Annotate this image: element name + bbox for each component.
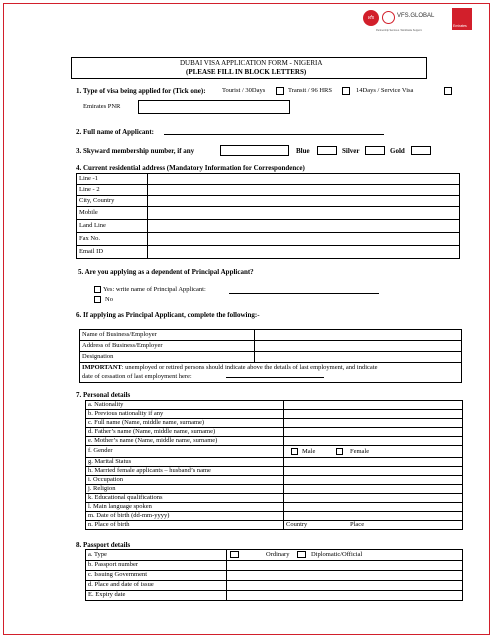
applicant-full-name-field[interactable] [284, 419, 463, 428]
address-line1-field[interactable] [148, 174, 460, 185]
address-line2-field[interactable] [148, 185, 460, 196]
religion-label: j. Religion [86, 485, 284, 494]
birth-place-sublabel: Place [350, 521, 365, 528]
passport-type-label: a. Type [86, 550, 227, 561]
vfs-global-logo-text: VFS.GLOBAL [397, 13, 435, 19]
birth-place-label: n. Place of birth [86, 521, 284, 530]
gender-label: f. Gender [86, 446, 284, 458]
dependent-no-checkbox[interactable] [94, 296, 101, 303]
language-label: l. Main language spoken [86, 503, 284, 512]
passport-table [85, 549, 463, 601]
city-country-field[interactable] [148, 196, 460, 207]
nationality-label: a. Nationality [86, 401, 284, 410]
logo-tagline: Partnership Services. Worldwide Support. [376, 29, 423, 32]
visa-option-transit-checkbox[interactable] [342, 87, 350, 95]
occupation-field[interactable] [284, 476, 463, 485]
religion-field[interactable] [284, 485, 463, 494]
passport-diplomatic-label: Diplomatic/Official [311, 551, 363, 558]
address-table [76, 173, 460, 259]
applicant-full-name-label: c. Full name (Name, middle name, surname) [86, 419, 284, 428]
gender-male-checkbox[interactable] [291, 448, 298, 455]
gender-female-label: Female [350, 448, 370, 455]
previous-nationality-label: b. Previous nationality if any [86, 410, 284, 419]
passport-type-field [227, 550, 463, 561]
passport-ordinary-checkbox[interactable] [230, 551, 239, 558]
visa-option-14days-label: 14Days / Service Visa [356, 87, 414, 94]
visa-option-tourist-label: Tourist / 30Days [222, 87, 266, 94]
city-country-label: City, Country [77, 196, 148, 207]
dependent-no-label: No [105, 296, 113, 303]
tier-silver-label: Silver [342, 147, 360, 155]
q8-label: 8. Passport details [76, 541, 131, 549]
father-name-label: d. Father’s name (Name, middle name, surname) [86, 428, 284, 437]
employer-address-label: Address of Business/Employer [80, 341, 255, 352]
employer-name-field[interactable] [255, 330, 462, 341]
passport-ordinary-label: Ordinary [266, 551, 290, 558]
skyward-number-field[interactable] [220, 145, 289, 156]
emirates-pnr-label: Emirates PNR [83, 103, 121, 110]
dob-label: m. Date of birth (dd-mm-yyyy) [86, 512, 284, 521]
address-line1-label: Line -1 [77, 174, 148, 185]
important-note-heading: IMPORTANT [82, 364, 122, 372]
tier-gold-checkbox[interactable] [411, 146, 431, 155]
form-subtitle: (PLEASE FILL IN BLOCK LETTERS) [186, 68, 307, 76]
employer-address-field[interactable] [255, 341, 462, 352]
gender-field [284, 446, 463, 458]
email-field[interactable] [148, 246, 460, 259]
q2-label: 2. Full name of Applicant: [76, 128, 154, 136]
nationality-field[interactable] [284, 401, 463, 410]
important-note-text2: date of cessation of last employment here: [82, 372, 192, 380]
gender-female-checkbox[interactable] [336, 448, 343, 455]
mother-name-field[interactable] [284, 437, 463, 446]
emirates-pnr-field[interactable] [138, 100, 290, 114]
marital-status-field[interactable] [284, 458, 463, 467]
passport-number-field[interactable] [227, 561, 463, 571]
mother-name-label: e. Mother’s name (Name, middle name, surname) [86, 437, 284, 446]
personal-details-table [85, 400, 463, 530]
tier-blue-label: Blue [296, 147, 310, 155]
employer-name-label: Name of Business/Employer [80, 330, 255, 341]
designation-field[interactable] [255, 352, 462, 363]
issue-place-date-field[interactable] [227, 581, 463, 591]
birth-place-field[interactable] [284, 521, 463, 530]
dependent-yes-label: Yes: write name of Principal Applicant: [103, 286, 206, 293]
husband-name-label: h. Married female applicants – husband’s name [86, 467, 284, 476]
email-label: Email ID [77, 246, 148, 259]
mobile-field[interactable] [148, 207, 460, 220]
education-field[interactable] [284, 494, 463, 503]
birth-country-label: Country [286, 521, 308, 528]
q7-label: 7. Personal details [76, 391, 131, 399]
language-field[interactable] [284, 503, 463, 512]
emirates-logo-icon [452, 8, 472, 30]
dob-field[interactable] [284, 512, 463, 521]
passport-diplomatic-checkbox[interactable] [297, 551, 306, 558]
q5-label: 5. Are you applying as a dependent of Principal Applicant? [78, 268, 254, 276]
land-line-label: Land Line [77, 220, 148, 233]
vfs-red-logo-icon: vfs [363, 10, 379, 26]
full-name-line[interactable] [164, 128, 384, 135]
visa-option-tourist-checkbox[interactable] [276, 87, 284, 95]
expiry-date-field[interactable] [227, 591, 463, 601]
principal-name-line[interactable] [229, 287, 379, 294]
tier-silver-checkbox[interactable] [365, 146, 385, 155]
fax-field[interactable] [148, 233, 460, 246]
q4-label: 4. Current residential address (Mandatory Information for Correspondence) [76, 164, 305, 172]
q1-label: 1. Type of visa being applied for (Tick one): [76, 87, 206, 95]
husband-name-field[interactable] [284, 467, 463, 476]
visa-option-14days-checkbox[interactable] [444, 87, 452, 95]
emirates-logo-text: Emirates [453, 24, 467, 28]
expiry-date-label: E. Expiry date [86, 591, 227, 601]
vfs-emblem-icon [382, 11, 395, 24]
cessation-date-line[interactable] [226, 372, 324, 378]
issuing-government-label: c. Issuing Government [86, 571, 227, 581]
tier-gold-label: Gold [390, 147, 405, 155]
address-line2-label: Line - 2 [77, 185, 148, 196]
tier-blue-checkbox[interactable] [317, 146, 337, 155]
issuing-government-field[interactable] [227, 571, 463, 581]
gender-male-label: Male [302, 448, 316, 455]
education-label: k. Educational qualifications [86, 494, 284, 503]
land-line-field[interactable] [148, 220, 460, 233]
q3-label: 3. Skyward membership number, if any [76, 147, 195, 155]
dependent-yes-checkbox[interactable] [94, 286, 101, 293]
form-title: DUBAI VISA APPLICATION FORM - NIGERIA [180, 59, 323, 67]
father-name-field[interactable] [284, 428, 463, 437]
visa-option-transit-label: Transit / 96 HRS [288, 87, 333, 94]
mobile-label: Mobile [77, 207, 148, 220]
fax-label: Fax No. [77, 233, 148, 246]
previous-nationality-field[interactable] [284, 410, 463, 419]
passport-number-label: b. Passport number [86, 561, 227, 571]
important-note-text: : unemployed or retired persons should indicate above the details of last employment, and indicate [121, 364, 378, 372]
occupation-label: i. Occupation [86, 476, 284, 485]
designation-label: Designation [80, 352, 255, 363]
marital-status-label: g. Marital Status [86, 458, 284, 467]
q6-label: 6. If applying as Principal Applicant, complete the following:- [76, 311, 260, 319]
issue-place-date-label: d. Place and date of issue [86, 581, 227, 591]
